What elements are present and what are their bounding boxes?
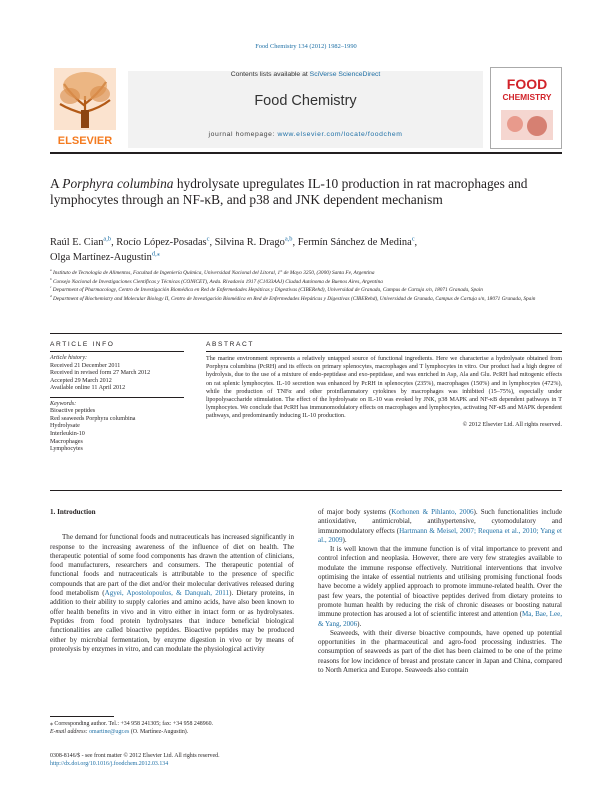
para-text: The demand for functional foods and nutraceuticals has increased significantly in response to the increasing awareness of the influence of diet on health. The therapeutic potential of some food components has drawn the attention of clinicians, food manufacturers, researchers and consumers. The therapeutic potential of functional foods and nutraceuticals is attributable to the presence of specific compounds that are part of the diet and/or their molecular derivatives released during food metabolism ( bbox=[50, 533, 294, 598]
journal-homepage bbox=[128, 131, 483, 138]
citation-link[interactable]: Hartmann & Meisel, 2007; Requena et al., 2010; Yang et al., 2009 bbox=[318, 526, 563, 544]
author-separator: , bbox=[209, 237, 215, 248]
para-text: It is well known that the immune function is of vital importance to prevent and control infection and neoplasia. However, there are very few strategies available to modulate the immune response effectively. Nutritional interventions that involve optimising the intake of essential nutrients and utilising promising functional foods have become a widely applied approach to promote immune-related health. Over the past few years, the potential of bioactive peptides derived from dietary proteins to promote human health by reducing the risk of chronic diseases or boosting natural immune protection has aroused a lot of scientific interest and attention ( bbox=[318, 545, 562, 619]
abstract-rule bbox=[206, 351, 562, 352]
section-heading: 1. Introduction bbox=[50, 508, 96, 516]
affiliation bbox=[50, 287, 562, 295]
elsevier-tree-icon bbox=[50, 66, 120, 150]
footnote-rule bbox=[50, 716, 114, 717]
copyright-line: © 2012 Elsevier Ltd. All rights reserved. bbox=[462, 421, 562, 428]
author-separator: , bbox=[414, 237, 418, 248]
author-name[interactable]: Silvina R. Drago bbox=[214, 237, 285, 248]
citation-link[interactable]: Ma, Bae, Lee, & Yang, 2006 bbox=[318, 610, 563, 628]
body-column-left bbox=[50, 508, 294, 654]
cover-graphic-icon bbox=[491, 106, 563, 146]
para-text: ). bbox=[342, 535, 347, 544]
elsevier-logo[interactable] bbox=[50, 66, 120, 150]
email-suffix: (O. Martínez-Augustin). bbox=[129, 729, 189, 735]
journal-banner bbox=[128, 71, 483, 148]
intro-paragraph-1 bbox=[50, 533, 294, 654]
front-matter bbox=[50, 752, 350, 768]
keyword-item: Lymphocytes bbox=[50, 446, 83, 453]
homepage-prefix: journal homepage: bbox=[208, 131, 276, 138]
history-label: Article history: bbox=[50, 355, 88, 361]
body-column-right bbox=[318, 508, 562, 675]
abstract-text: The marine environment represents a relatively untapped source of functional ingredients. Here we characterise a hydrolysate obtained from Porphyra columbina (PcRH) and its effects on primary splenocytes, macrophages and T lymphocytes in vitro. Our product had a high degree of hydrolysis, due to the use of a mixture of endo-peptidase and exo-peptidase, and was enriched in Asp, Ala and Glu. PcRH had mitogenic effects on rat splenic lymphocytes. IL-10 secretion was enhanced by PcRH in splenocytes (235%), macrophages (150%) and in lymphocytes (472%), while the production of TNFα and other proinflammatory cytokines by macrophages was inhibited (15–75%), especially under lipopolysaccharide stimulation. The effect of the hydrolysate on IL-10 was evoked by JNK, p38 MAPK and NF-κB dependent pathways in T lymphocytes. We conclude that PcRH has immunomodulatory effects on macrophages and lymphocytes, activating NF-κB and MAPK dependent pathways, and predominantly inducing IL-10 production. bbox=[206, 356, 562, 420]
keywords-label: Keywords: bbox=[50, 400, 77, 407]
keywords-divider bbox=[50, 397, 184, 398]
affiliations bbox=[50, 270, 562, 304]
author-name[interactable]: Raúl E. Cian bbox=[50, 237, 104, 248]
keyword-item: Red seaweeds Porphyra columbina bbox=[50, 415, 136, 422]
masthead-divider bbox=[50, 152, 562, 154]
author-separator: , bbox=[292, 237, 298, 248]
affiliation-mark: d bbox=[50, 293, 52, 298]
email-link[interactable]: omartine@ugr.es bbox=[89, 729, 130, 735]
affiliation-text: Department of Biochemistry and Molecular Biology II, Centro de Investigación Biomédica en Red de Enfermedades Hepáticas y Digestivas (CIBERehd), Universidad de Granada, Campus de Cartuja s/n, 18071 Granada, Spain bbox=[51, 295, 536, 302]
affiliation-mark: a bbox=[50, 268, 52, 273]
corresponding-author: ⁎ Corresponding author. Tel.: +34 958 241305; fax: +34 958 248960. bbox=[50, 721, 214, 727]
title-italic: Porphyra columbina bbox=[62, 176, 174, 191]
journal-title[interactable]: Food Chemistry bbox=[254, 93, 357, 109]
affiliation-divider bbox=[50, 333, 562, 334]
affiliation bbox=[50, 293, 562, 304]
author-name[interactable]: Rocío López-Posadas bbox=[116, 237, 207, 248]
intro-paragraph-1-cont bbox=[318, 508, 562, 545]
author-affiliation-mark[interactable]: c bbox=[206, 235, 210, 243]
intro-paragraph-3: Seaweeds, with their diverse bioactive compounds, have opened up potential opportunities in the pharmaceutical and agro-food processing industries. The consumption of seaweeds as part of the diet has been claimed to be one of the prime reasons for low incidence of breast and prostate cancer in Japan and China, compared to North America and Europe. Seaweeds also contain bbox=[318, 628, 562, 675]
author-separator: , bbox=[111, 237, 117, 248]
affiliation bbox=[50, 270, 562, 278]
intro-paragraph-2 bbox=[318, 545, 562, 629]
article-info-heading: ARTICLE INFO bbox=[50, 341, 115, 348]
affiliation-text: Instituto de Tecnología de Alimentos, Facultad de Ingeniería Química, Universidad Nacional del Litoral, 1° de Mayo 3250, (3000) Santa Fe, Argentina bbox=[51, 270, 375, 276]
author-affiliation-mark[interactable]: a,b bbox=[103, 235, 112, 243]
keyword-item: Interleukin-10 bbox=[50, 430, 85, 437]
cover-word-food: FOOD bbox=[506, 76, 548, 92]
author-name[interactable]: Olga Martínez-Augustin bbox=[50, 251, 152, 263]
keyword-item: Hydrolysate bbox=[50, 423, 80, 430]
publisher-logo-text: ELSEVIER bbox=[57, 135, 113, 147]
sciencedirect-link[interactable]: SciVerse ScienceDirect bbox=[309, 71, 381, 78]
article-title bbox=[50, 176, 550, 208]
homepage-link[interactable]: www.elsevier.com/locate/foodchem bbox=[277, 131, 403, 138]
author-affiliation-mark[interactable]: a,b bbox=[284, 235, 293, 243]
history-list bbox=[50, 363, 184, 393]
author-name[interactable]: Fermín Sánchez de Medina bbox=[297, 237, 412, 248]
abstract-heading: ABSTRACT bbox=[206, 341, 254, 348]
author-list bbox=[50, 236, 530, 265]
para-text: ). Such functionalities include antioxidative, antimicrobial, antihypertensive, cytomodulatory and immunomodulatory effects ( bbox=[318, 508, 562, 535]
citation-link[interactable]: Agyei, Apostolopoulos, & Danquah, 2011 bbox=[104, 589, 230, 598]
email-line bbox=[50, 728, 300, 736]
citation-link[interactable]: Korhonen & Pihlanto, 2006 bbox=[391, 508, 474, 516]
para-text: of major body systems ( bbox=[318, 508, 392, 516]
history-item: Received in revised form 27 March 2012 bbox=[50, 370, 151, 377]
title-post: hydrolysate upregulates IL-10 production in rat macrophages and lymphocytes through an NF-κB, and p38 and JNK dependent mechanism bbox=[50, 176, 528, 207]
author-affiliation-mark[interactable]: c bbox=[411, 235, 415, 243]
affiliation-text: Consejo Nacional de Investigaciones Científicas y Técnicas (CONICET), Avda. Rivadavia 1917 (C1033AAJ) Ciudad Autónoma de Buenos Aires, Argentina bbox=[51, 278, 383, 285]
history-item: Accepted 29 March 2012 bbox=[50, 377, 112, 384]
abstract bbox=[206, 355, 562, 429]
issn-line: 0308-8146/$ - see front matter © 2012 Elsevier Ltd. All rights reserved. bbox=[50, 753, 220, 759]
contents-prefix: Contents lists available at bbox=[230, 71, 308, 78]
affiliation-text: Department of Pharmacology, Centro de Investigación Biomédica en Red de Enfermedades Hepáticas y Digestivas (CIBERehd), Universidad de Granada, Campus de Cartuja s/n, 18071 Granada, Spain bbox=[51, 287, 483, 293]
footnote bbox=[50, 720, 300, 736]
journal-citation[interactable]: Food Chemistry 134 (2012) 1982–1990 bbox=[255, 43, 357, 50]
email-label: E-mail address: bbox=[50, 729, 88, 735]
keyword-item: Bioactive peptides bbox=[50, 408, 96, 415]
affiliation-mark: c bbox=[50, 285, 52, 290]
doi-link[interactable]: http://dx.doi.org/10.1016/j.foodchem.2012.03.134 bbox=[50, 761, 169, 767]
abstract-bottom-rule bbox=[50, 490, 562, 491]
keyword-item: Macrophages bbox=[50, 438, 83, 445]
article-info bbox=[50, 355, 184, 454]
para-text: ). bbox=[357, 619, 362, 628]
journal-cover-thumbnail[interactable] bbox=[490, 67, 562, 149]
title-pre: A bbox=[50, 176, 63, 191]
affiliation-mark: b bbox=[50, 276, 52, 281]
contents-line bbox=[128, 71, 483, 78]
history-item: Available online 11 April 2012 bbox=[50, 385, 126, 392]
article-info-rule bbox=[50, 351, 184, 352]
history-item: Received 21 December 2011 bbox=[50, 362, 121, 369]
cover-word-chemistry: CHEMISTRY bbox=[502, 92, 552, 102]
para-text: ). Dietary proteins, in addition to their ability to supply calories and amino acids, have also been known to offer health benefits in vivo and in vitro either in intact form or as hydrolysates. Peptides from food protein hydrolysates that induce beneficial biological functionalities are called bioactive peptides. Bioactive peptides may be produced either by microbial fermentation, by enzyme digestion in vivo or by means of proteolysis by enzymes in vitro, and can modulate the physiological activity bbox=[50, 589, 294, 653]
keywords-list bbox=[50, 408, 184, 454]
author-affiliation-mark[interactable]: d,⁎ bbox=[151, 250, 160, 258]
journal-masthead bbox=[50, 66, 562, 150]
